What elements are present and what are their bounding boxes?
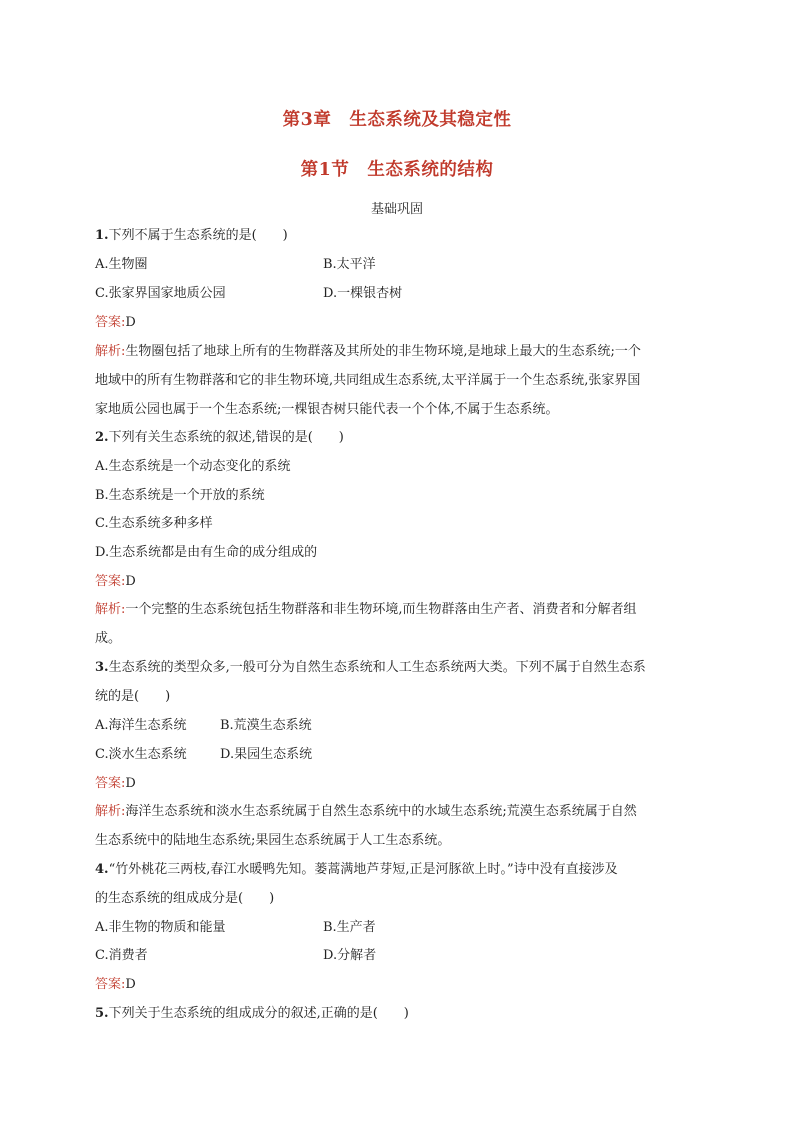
question-2-analysis-cont: 成。 (95, 631, 122, 646)
option: C.消费者 (95, 948, 148, 963)
question-4-options-row-1 (95, 918, 695, 938)
option: D.一棵银杏树 (323, 286, 403, 301)
question-4-options-row-2 (95, 946, 695, 966)
question-3-answer: 答案:D (95, 776, 136, 791)
option: C.淡水生态系统 (95, 747, 187, 762)
option: B.荒漠生态系统 (220, 718, 312, 733)
question-1-options-row-2 (95, 284, 695, 304)
question-3-stem-cont: 统的是( ) (95, 689, 171, 704)
question-4-answer: 答案:D (95, 977, 136, 992)
question-1-analysis: 解析:生物圈包括了地球上所有的生物群落及其所处的非生物环境,是地球上最大的生态系统;一个 (95, 344, 641, 359)
option: B.生态系统是一个开放的系统 (95, 488, 265, 503)
option: D.生态系统都是由有生命的成分组成的 (95, 545, 318, 560)
option: B.太平洋 (323, 257, 376, 272)
question-3-options-row-2 (95, 745, 695, 765)
option: A.非生物的物质和能量 (95, 920, 226, 935)
question-1-stem: 1.下列不属于生态系统的是( ) (95, 228, 288, 243)
question-2-answer: 答案:D (95, 574, 136, 589)
option: D.分解者 (323, 948, 377, 963)
question-3-options-row-1 (95, 716, 695, 736)
question-3-stem: 3.生态系统的类型众多,一般可分为自然生态系统和人工生态系统两大类。下列不属于自然生态系 (95, 660, 646, 675)
subsection-title: 基础巩固 (370, 202, 423, 217)
chapter-title: 第3章 生态系统及其稳定性 (282, 110, 512, 130)
question-1-analysis-cont: 地域中的所有生物群落和它的非生物环境,共同组成生态系统,太平洋属于一个生态系统,张家界国 (95, 373, 641, 388)
option: A.生物圈 (95, 257, 148, 272)
option: C.张家界国家地质公园 (95, 286, 226, 301)
question-2-analysis: 解析:一个完整的生态系统包括生物群落和非生物环境,而生物群落由生产者、消费者和分解者组 (95, 602, 637, 617)
option: A.生态系统是一个动态变化的系统 (95, 459, 291, 474)
section-title: 第1节 生态系统的结构 (300, 160, 494, 180)
option: C.生态系统多种多样 (95, 516, 213, 531)
question-1-options-row-1 (95, 255, 695, 275)
option: B.生产者 (323, 920, 376, 935)
question-1-analysis-cont: 家地质公园也属于一个生态系统;一棵银杏树只能代表一个个体,不属于生态系统。 (95, 402, 559, 417)
question-5-stem: 5.下列关于生态系统的组成成分的叙述,正确的是( ) (95, 1006, 409, 1021)
question-4-stem: 4.“竹外桃花三两枝,春江水暖鸭先知。蒌蒿满地芦芽短,正是河豚欲上时。”诗中没有直接涉及 (95, 862, 618, 877)
question-3-analysis: 解析:海洋生态系统和淡水生态系统属于自然生态系统中的水域生态系统;荒漠生态系统属于自然 (95, 804, 637, 819)
option: A.海洋生态系统 (95, 718, 187, 733)
question-4-stem-cont: 的生态系统的组成成分是( ) (95, 891, 275, 906)
option: D.果园生态系统 (220, 747, 313, 762)
question-3-analysis-cont: 生态系统中的陆地生态系统;果园生态系统属于人工生态系统。 (95, 833, 451, 848)
question-2-stem: 2.下列有关生态系统的叙述,错误的是( ) (95, 430, 344, 445)
question-1-answer: 答案:D (95, 315, 136, 330)
